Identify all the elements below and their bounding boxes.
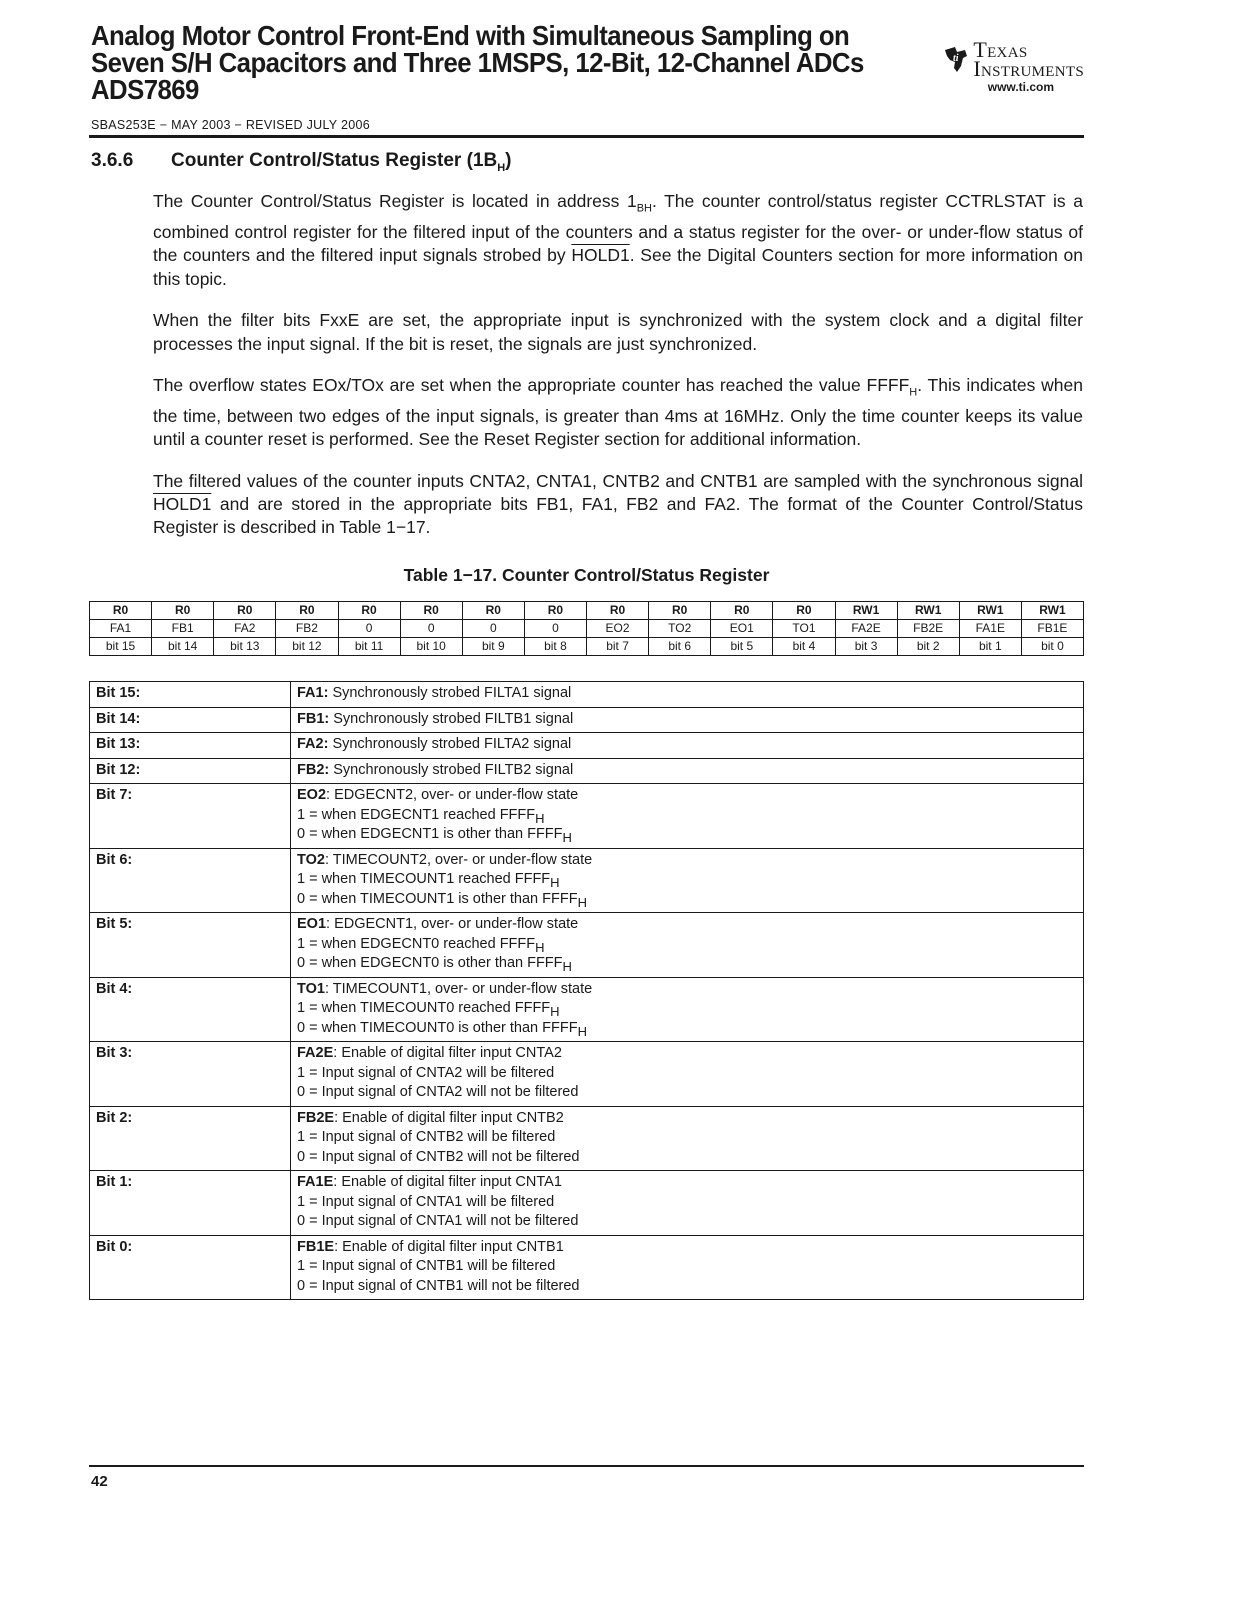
bit-cell-4: bit 4 bbox=[773, 638, 835, 656]
field-summary: : EDGECNT1, over- or under-flow state bbox=[326, 916, 579, 932]
table-caption: Table 1−17. Counter Control/Status Register bbox=[403, 565, 770, 585]
access-cell-bit-13: R0 bbox=[214, 602, 276, 620]
description-row bbox=[90, 1106, 1084, 1171]
description-bit-label: Bit 12: bbox=[90, 758, 291, 784]
field-name: FA1E bbox=[297, 1174, 334, 1190]
access-cell-bit-6: R0 bbox=[649, 602, 711, 620]
description-row bbox=[90, 784, 1084, 849]
field-summary: : TIMECOUNT2, over- or under-flow state bbox=[324, 851, 593, 868]
name-cell-bit-13: FA2 bbox=[214, 620, 276, 638]
ti-logo-icon bbox=[941, 44, 971, 74]
logo-word-texas: Texas bbox=[973, 37, 1028, 62]
field-name: EO1 bbox=[297, 916, 327, 932]
field-summary: Synchronously strobed FILTB2 signal bbox=[329, 761, 574, 778]
description-line-3 bbox=[297, 1212, 1077, 1232]
description-text bbox=[291, 733, 1084, 759]
description-text bbox=[291, 848, 1084, 913]
document-id: SBAS253E − MAY 2003 − REVISED JULY 2006 bbox=[91, 118, 370, 132]
description-row bbox=[90, 733, 1084, 759]
description-line-1 bbox=[297, 851, 1077, 871]
description-line-2 bbox=[297, 806, 1077, 826]
description-line-3 bbox=[297, 1083, 1077, 1103]
access-cell-bit-5: R0 bbox=[711, 602, 773, 620]
value-0-text: 0 = Input signal of CNTA1 will not be filtered bbox=[297, 1213, 579, 1229]
description-line-3 bbox=[297, 825, 1077, 845]
name-cell-bit-3: FA2E bbox=[835, 620, 897, 638]
description-bit-label: Bit 4: bbox=[90, 977, 291, 1042]
description-bit-label: Bit 7: bbox=[90, 784, 291, 849]
description-line-1 bbox=[297, 1109, 1077, 1129]
access-cell-bit-7: R0 bbox=[587, 602, 649, 620]
page-number: 42 bbox=[91, 1473, 108, 1490]
name-cell-bit-2: FB2E bbox=[897, 620, 959, 638]
field-name: FA1: bbox=[297, 685, 329, 701]
description-line-2 bbox=[297, 1128, 1077, 1148]
name-cell-bit-1: FA1E bbox=[959, 620, 1021, 638]
value-1-text: 1 = Input signal of CNTA1 will be filtered bbox=[297, 1193, 555, 1210]
field-summary: Synchronously strobed FILTA1 signal bbox=[328, 685, 572, 701]
bit-cell-0: bit 0 bbox=[1021, 638, 1083, 656]
p1-text-b: . The counter control/status register CCTRLSTAT is a combined control register for the filtered input of the counters and a status register for the over- or under-flow status of the counters and the filtered input signals strobed by bbox=[153, 191, 1083, 266]
bit-cell-9: bit 9 bbox=[462, 638, 524, 656]
bit-cell-10: bit 10 bbox=[400, 638, 462, 656]
field-name: FA2E bbox=[297, 1045, 334, 1061]
description-text bbox=[291, 977, 1084, 1042]
name-cell-bit-15: FA1 bbox=[90, 620, 152, 638]
name-cell-bit-7: EO2 bbox=[587, 620, 649, 638]
description-line-1 bbox=[297, 1238, 1077, 1258]
description-row bbox=[90, 707, 1084, 733]
description-text bbox=[291, 1106, 1084, 1171]
value-0-text: 0 = when TIMECOUNT0 is other than FFFF bbox=[297, 1019, 578, 1036]
p4-text-a: The filtered values of the counter inputs CNTA2, CNTA1, CNTB2 and CNTB1 are sampled with the synchronous signal bbox=[153, 470, 1083, 491]
description-bit-label: Bit 0: bbox=[90, 1235, 291, 1300]
p3-text-a: The overflow states EOx/TOx are set when the appropriate counter has reached the value FFFF bbox=[153, 374, 910, 395]
p4-text-b: and are stored in the appropriate bits FB1, FA1, FB2 and FA2. The format of the Counter Control/Status Register is described in Table 1−17. bbox=[153, 494, 1083, 538]
value-1-subscript: H bbox=[535, 810, 545, 826]
description-bit-label: Bit 5: bbox=[90, 913, 291, 978]
p1-hold1-signal: HOLD1 bbox=[571, 245, 630, 266]
field-summary: : Enable of digital filter input CNTB1 bbox=[334, 1238, 564, 1255]
value-0-subscript: H bbox=[577, 1023, 587, 1039]
description-line-1 bbox=[297, 710, 1077, 730]
description-row bbox=[90, 1171, 1084, 1236]
paragraph-2: When the filter bits FxxE are set, the appropriate input is synchronized with the system clock and a digital filter processes the input signal. If the bit is reset, the signals are just synchronized. bbox=[153, 310, 1083, 354]
description-row bbox=[90, 977, 1084, 1042]
description-line-2 bbox=[297, 1193, 1077, 1213]
name-cell-bit-0: FB1E bbox=[1021, 620, 1083, 638]
name-cell-bit-8: 0 bbox=[524, 620, 586, 638]
access-cell-bit-14: R0 bbox=[152, 602, 214, 620]
access-cell-bit-12: R0 bbox=[276, 602, 338, 620]
description-bit-label: Bit 3: bbox=[90, 1042, 291, 1107]
title-line-1: Analog Motor Control Front-End with Simultaneous Sampling on bbox=[91, 20, 850, 51]
name-cell-bit-10: 0 bbox=[400, 620, 462, 638]
logo-url[interactable]: www.ti.com bbox=[987, 80, 1054, 94]
field-summary: : Enable of digital filter input CNTB2 bbox=[334, 1109, 564, 1126]
field-name: TO2 bbox=[297, 851, 325, 868]
description-line-1 bbox=[297, 1044, 1077, 1064]
paragraph-3 bbox=[153, 374, 1083, 452]
field-summary: : Enable of digital filter input CNTA1 bbox=[333, 1174, 562, 1190]
name-cell-bit-12: FB2 bbox=[276, 620, 338, 638]
access-cell-bit-1: RW1 bbox=[959, 602, 1021, 620]
field-name: FB1: bbox=[297, 710, 330, 727]
field-name: FB2E bbox=[297, 1109, 335, 1126]
description-row bbox=[90, 848, 1084, 913]
description-bit-label: Bit 1: bbox=[90, 1171, 291, 1236]
register-bit-row bbox=[90, 638, 1084, 656]
description-text bbox=[291, 913, 1084, 978]
description-line-1 bbox=[297, 735, 1077, 755]
value-0-subscript: H bbox=[562, 830, 572, 845]
value-0-text: 0 = when EDGECNT0 is other than FFFF bbox=[297, 955, 563, 971]
value-1-text: 1 = when TIMECOUNT1 reached FFFF bbox=[297, 871, 551, 887]
section-title-subscript: H bbox=[497, 161, 506, 174]
name-cell-bit-11: 0 bbox=[338, 620, 400, 638]
field-name: EO2 bbox=[297, 787, 327, 803]
description-bit-label: Bit 13: bbox=[90, 733, 291, 759]
name-cell-bit-4: TO1 bbox=[773, 620, 835, 638]
description-line-1 bbox=[297, 761, 1077, 781]
description-bit-label: Bit 6: bbox=[90, 848, 291, 913]
section-number: 3.6.6 bbox=[91, 150, 134, 171]
description-text bbox=[291, 758, 1084, 784]
bit-cell-15: bit 15 bbox=[90, 638, 152, 656]
bit-cell-2: bit 2 bbox=[897, 638, 959, 656]
bit-cell-5: bit 5 bbox=[711, 638, 773, 656]
p3-subscript: H bbox=[909, 386, 918, 399]
description-text bbox=[291, 1235, 1084, 1300]
access-cell-bit-0: RW1 bbox=[1021, 602, 1083, 620]
field-name: FB1E bbox=[297, 1238, 335, 1255]
footer-rule bbox=[89, 1465, 1084, 1467]
body-text bbox=[153, 190, 1083, 558]
field-summary: : Enable of digital filter input CNTA2 bbox=[333, 1045, 562, 1061]
description-bit-label: Bit 2: bbox=[90, 1106, 291, 1171]
ti-logo bbox=[934, 37, 1084, 94]
value-1-subscript: H bbox=[550, 1004, 560, 1019]
paragraph-4 bbox=[153, 470, 1083, 540]
value-1-subscript: H bbox=[550, 875, 560, 890]
header-rule bbox=[89, 135, 1084, 138]
value-0-text: 0 = Input signal of CNTB1 will not be filtered bbox=[297, 1277, 580, 1294]
value-0-text: 0 = when EDGECNT1 is other than FFFF bbox=[297, 826, 563, 842]
p1-text-a: The Counter Control/Status Register is located in address 1 bbox=[153, 191, 637, 211]
description-line-2 bbox=[297, 999, 1077, 1019]
value-0-text: 0 = when TIMECOUNT1 is other than FFFF bbox=[297, 890, 578, 907]
description-line-1 bbox=[297, 684, 1077, 704]
value-1-text: 1 = when EDGECNT0 reached FFFF bbox=[297, 935, 536, 952]
value-1-text: 1 = Input signal of CNTB2 will be filtered bbox=[297, 1129, 556, 1145]
access-cell-bit-2: RW1 bbox=[897, 602, 959, 620]
value-0-subscript: H bbox=[562, 959, 572, 974]
value-0-text: 0 = Input signal of CNTB2 will not be filtered bbox=[297, 1148, 580, 1165]
field-summary: : EDGECNT2, over- or under-flow state bbox=[326, 787, 579, 803]
title-line-3: ADS7869 bbox=[91, 74, 199, 105]
description-text bbox=[291, 707, 1084, 733]
field-summary: Synchronously strobed FILTA2 signal bbox=[328, 736, 572, 752]
description-line-3 bbox=[297, 1148, 1077, 1168]
description-text bbox=[291, 682, 1084, 708]
description-text bbox=[291, 1042, 1084, 1107]
description-line-3 bbox=[297, 1277, 1077, 1297]
bit-cell-3: bit 3 bbox=[835, 638, 897, 656]
description-line-2 bbox=[297, 870, 1077, 890]
access-cell-bit-15: R0 bbox=[90, 602, 152, 620]
name-cell-bit-5: EO1 bbox=[711, 620, 773, 638]
description-row bbox=[90, 758, 1084, 784]
name-cell-bit-9: 0 bbox=[462, 620, 524, 638]
access-cell-bit-10: R0 bbox=[400, 602, 462, 620]
field-name: FA2: bbox=[297, 736, 329, 752]
description-line-1 bbox=[297, 786, 1077, 806]
description-line-1 bbox=[297, 915, 1077, 935]
logo-word-instruments: Instruments bbox=[973, 56, 1084, 81]
description-line-3 bbox=[297, 954, 1077, 974]
section-title: Counter Control/Status Register (1B bbox=[171, 150, 498, 171]
title-line-2: Seven S/H Capacitors and Three 1MSPS, 12-Bit, 12-Channel ADCs bbox=[91, 47, 864, 78]
description-line-2 bbox=[297, 1064, 1077, 1084]
field-summary: : TIMECOUNT1, over- or under-flow state bbox=[324, 980, 593, 997]
name-cell-bit-14: FB1 bbox=[152, 620, 214, 638]
description-row bbox=[90, 1042, 1084, 1107]
p4-hold1-signal: HOLD1 bbox=[153, 494, 212, 515]
document-title bbox=[91, 22, 882, 103]
description-row bbox=[90, 1235, 1084, 1300]
register-name-row bbox=[90, 620, 1084, 638]
bit-cell-1: bit 1 bbox=[959, 638, 1021, 656]
value-1-text: 1 = when EDGECNT1 reached FFFF bbox=[297, 806, 536, 823]
section-heading bbox=[91, 150, 511, 174]
bit-cell-6: bit 6 bbox=[649, 638, 711, 656]
name-cell-bit-6: TO2 bbox=[649, 620, 711, 638]
bit-description-table bbox=[89, 681, 1084, 1300]
bit-cell-7: bit 7 bbox=[587, 638, 649, 656]
value-1-text: 1 = Input signal of CNTA2 will be filtered bbox=[297, 1064, 555, 1081]
bit-cell-8: bit 8 bbox=[524, 638, 586, 656]
svg-text:ti: ti bbox=[953, 53, 959, 64]
value-0-subscript: H bbox=[577, 894, 587, 910]
description-row bbox=[90, 913, 1084, 978]
description-row bbox=[90, 682, 1084, 708]
description-line-1 bbox=[297, 1173, 1077, 1193]
access-cell-bit-3: RW1 bbox=[835, 602, 897, 620]
description-line-2 bbox=[297, 935, 1077, 955]
description-line-3 bbox=[297, 890, 1077, 910]
field-name: TO1 bbox=[297, 980, 325, 997]
p1-subscript: BH bbox=[636, 202, 652, 215]
register-bit-table bbox=[89, 601, 1084, 656]
field-summary: Synchronously strobed FILTB1 signal bbox=[329, 710, 574, 727]
description-text bbox=[291, 1171, 1084, 1236]
value-1-text: 1 = when TIMECOUNT0 reached FFFF bbox=[297, 1000, 551, 1016]
value-1-text: 1 = Input signal of CNTB1 will be filtered bbox=[297, 1258, 556, 1274]
p1-text-c: . See the Digital Counters section for more information on this topic. bbox=[153, 245, 1083, 289]
bit-cell-14: bit 14 bbox=[152, 638, 214, 656]
bit-cell-11: bit 11 bbox=[338, 638, 400, 656]
description-line-3 bbox=[297, 1019, 1077, 1039]
description-bit-label: Bit 14: bbox=[90, 707, 291, 733]
bit-cell-12: bit 12 bbox=[276, 638, 338, 656]
description-bit-label: Bit 15: bbox=[90, 682, 291, 708]
access-cell-bit-11: R0 bbox=[338, 602, 400, 620]
access-cell-bit-4: R0 bbox=[773, 602, 835, 620]
paragraph-1 bbox=[153, 190, 1083, 291]
field-name: FB2: bbox=[297, 761, 330, 778]
description-line-1 bbox=[297, 980, 1077, 1000]
section-title-end: ) bbox=[505, 150, 512, 171]
page-header bbox=[91, 22, 1084, 103]
value-1-subscript: H bbox=[535, 939, 545, 955]
value-0-text: 0 = Input signal of CNTA2 will not be filtered bbox=[297, 1084, 579, 1100]
register-access-row bbox=[90, 602, 1084, 620]
p3-text-b: . This indicates when the time, between two edges of the input signals, is greater than 4ms at 16MHz. Only the time counter keeps its value until a counter reset is performed. See the Reset Register section for additional information. bbox=[153, 374, 1083, 450]
access-cell-bit-8: R0 bbox=[524, 602, 586, 620]
description-text bbox=[291, 784, 1084, 849]
access-cell-bit-9: R0 bbox=[462, 602, 524, 620]
bit-cell-13: bit 13 bbox=[214, 638, 276, 656]
description-line-2 bbox=[297, 1257, 1077, 1277]
